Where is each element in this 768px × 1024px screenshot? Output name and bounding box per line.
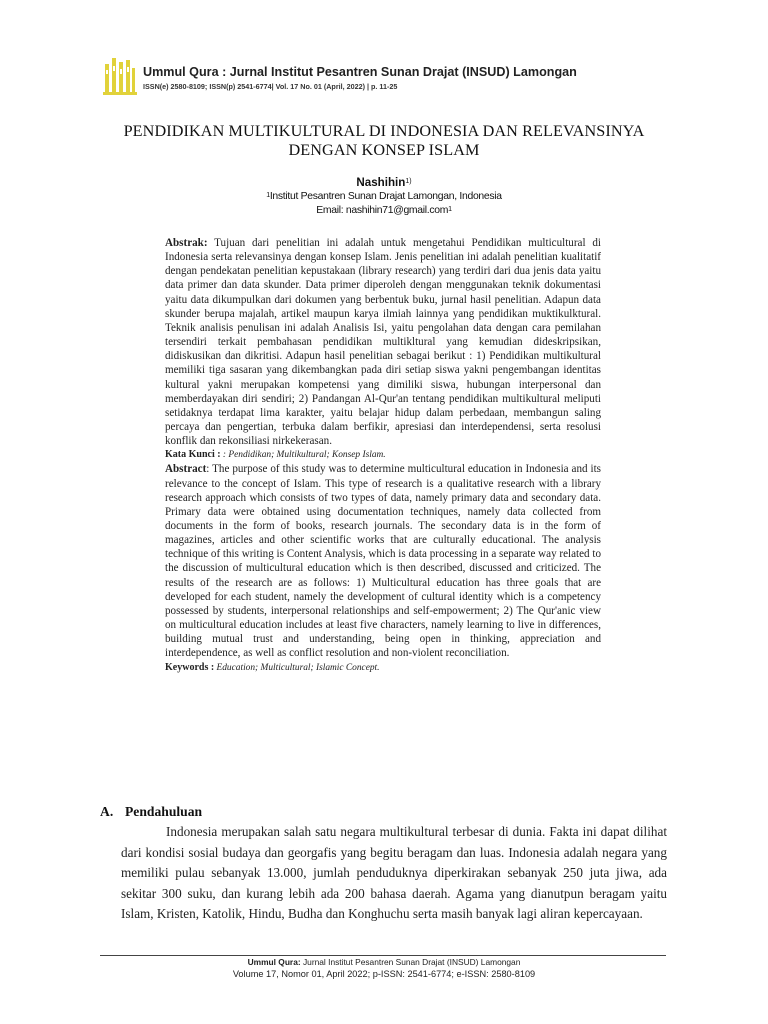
author-block bbox=[200, 176, 568, 218]
keywords-label: Keywords : bbox=[165, 661, 215, 673]
article-title-line-2: DENGAN KONSEP ISLAM bbox=[288, 141, 480, 159]
abstract-en-label: Abstract bbox=[165, 463, 207, 476]
keywords-line bbox=[165, 661, 601, 675]
footer-volume-line: Volume 17, Nomor 01, April 2022; p-ISSN: 2541-6774; e-ISSN: 2580-8109 bbox=[232, 969, 536, 979]
journal-logo-icon bbox=[103, 56, 137, 96]
journal-title: Ummul Qura : Jurnal Institut Pesantren Sunan Drajat (INSUD) Lamongan bbox=[143, 65, 577, 79]
abstract-en-text: : The purpose of this study was to determine multicultural education in Indonesia and its relevance to the concept of Islam. This type of research is a qualitative research with a library research approach which consists of two types of data, namely primary data and secondary data. Primary data were obtained using documentation techniques, namely data collected from documents in the form of books, research journals. The secondary data is in the form of magazines, articles and other scientific works that are culturally educational. The analysis technique of this writing is Content Analysis, which is data processing in a separate way related to the discussion of multicultural education which is then described, discussed and criticized. The results of the research are as follows: 1) Multicultural education has three goals that are developed for each student, namely the development of cultural identity which is a competency possessed by students, interpersonal relationships and self-empowerment; 2) The Qur'anic view on multicultural education includes at least five characters, namely learning to live in differences, building mutual trust and understanding, being open in thinking, appreciation and interdependence, as well as conflict resolution and non-violent reconciliation. bbox=[165, 463, 601, 660]
intro-paragraph bbox=[121, 822, 667, 925]
kata-kunci-label: Kata Kunci : bbox=[165, 449, 221, 461]
kata-kunci-values: : Pendidikan; Multikultural; Konsep Islam. bbox=[220, 450, 386, 461]
abstract-en-paragraph bbox=[165, 462, 601, 660]
journal-issn-volume: ISSN(e) 2580-8109; ISSN(p) 2541-6774| Vol. 17 No. 01 (April, 2022) | p. 11-25 bbox=[143, 82, 398, 91]
section-heading bbox=[100, 804, 202, 820]
footer-journal-name: Ummul Qura: bbox=[247, 957, 301, 967]
kata-kunci-line bbox=[165, 448, 601, 462]
author-email: Email: nashihin71@gmail.com bbox=[316, 205, 449, 216]
email-superscript: 1 bbox=[448, 206, 452, 213]
affiliation-superscript: 1 bbox=[266, 192, 270, 199]
article-title bbox=[80, 122, 688, 160]
intro-paragraph-text: Indonesia merupakan salah satu negara multikultural terbesar di dunia. Fakta ini dapat dilihat dari kondisi sosial budaya dan georgafis yang begitu beragam dan luas. Indonesia adalah negara yang memiliki pulau sebanyak 13.000, jumlah penduduknya diperkirakan sebanyak 250 juta jiwa, ada sekitar 300 suku, dan kurang lebih ada 200 bahasa daerah. Agama yang dianutpun beragam yaitu Islam, Kristen, Katolik, Hindu, Budha dan Konghuchu serta masih banyak lagi aliran kepercayaan. bbox=[121, 824, 667, 922]
footer-journal-line bbox=[0, 957, 768, 967]
footer-journal-subtitle: Jurnal Institut Pesantren Sunan Drajat (INSUD) Lamongan bbox=[300, 957, 521, 967]
abstrak-label: Abstrak: bbox=[165, 237, 208, 249]
author-superscript: 1) bbox=[405, 178, 412, 185]
abstrak-paragraph bbox=[165, 236, 601, 448]
author-name: Nashihin bbox=[356, 176, 406, 189]
author-affiliation: Institut Pesantren Sunan Drajat Lamongan, Indonesia bbox=[269, 191, 502, 202]
keywords-values: Education; Multicultural; Islamic Concept. bbox=[214, 662, 380, 673]
abstract-block bbox=[165, 236, 601, 675]
section-number: A. bbox=[100, 804, 114, 819]
article-title-line-1: PENDIDIKAN MULTIKULTURAL DI INDONESIA DAN RELEVANSINYA bbox=[123, 122, 645, 140]
abstrak-text: Tujuan dari penelitian ini adalah untuk mengetahui Pendidikan multicultural di Indonesia serta relevansinya dengan konsep Islam. Jenis penelitian ini adalah penelitian kualitatif dengan pendekatan penelitian kepustakaan (library research) yang terdiri dari dua jenis data yaitu data primer dan data skunder. Data primer diperoleh dengan menggunakan teknik dokumentasi yaitu data dikumpulkan dari dokumen yang berbentuk buku, jurnal hasil penelitian. Adapun data skunder berupa majalah, artikel maupun karya ilmiah lainnya yang pendidikan muktikulktural. Teknik analisis penulisan ini adalah Analisis Isi, yaitu pengolahan data dengan cara pemilahan tersendiri terkait pembahasan pendidikan multikltural yang kemudian dideskripsikan, didiskusikan dan dikritisi. Adapun hasil penelitian sebagai berikut : 1) Pendidikan multikultural memiliki tiga sasaran yang dikembangkan pada diri setiap siswa yakni pengembangan identitas kultural yakni merupakan kompetensi yang dimiliki siswa, hubungan interpersonal dan memberdayakan diri sendiri; 2) Pandangan Al-Qur'an tentang pendidikan multikultural meliputi setidaknya terdapat lima karakter, yaitu belajar hidup dalam perbedaan, membangun saling percaya dan pengertian, terbuka dalam berfikir, apresiasi dan interdependensi, serta resolusi konflik dan rekonsiliasi nirkekerasan. bbox=[165, 237, 601, 448]
section-title: Pendahuluan bbox=[125, 804, 203, 819]
footer-divider bbox=[100, 955, 666, 956]
